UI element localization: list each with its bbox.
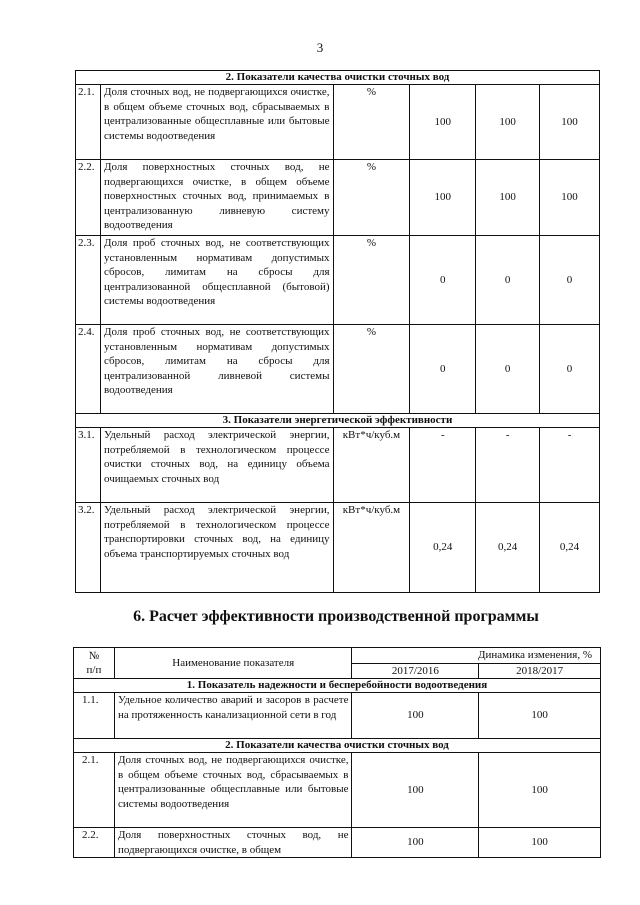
table-row [76,325,600,414]
row-number: 2.2. [76,160,101,236]
row-unit: кВт*ч/куб.м [333,503,410,593]
header-number: № п/п [74,648,115,679]
row-text: Удельное количество аварий и засоров в расчете на протяженность канализационной сети в год [114,693,352,739]
row-value: 0 [476,236,540,325]
header-year: 2018/2017 [479,663,601,679]
row-value: 100 [410,85,476,160]
row-value: 100 [476,160,540,236]
row-value: - [410,428,476,503]
indicators-table [75,70,600,593]
row-text: Доля проб сточных вод, не соответствующих установленным нормативам допустимых сбросов, лимитам на сбросы для централизованной ливневой системы водоотведения [100,325,333,414]
section-title: 2. Показатели качества очистки сточных вод [74,739,601,753]
table-row [76,428,600,503]
row-number: 2.2. [74,828,115,858]
row-value: 100 [352,693,479,739]
section-row [76,414,600,428]
section-title: 1. Показатель надежности и бесперебойности водоотведения [74,679,601,693]
row-text: Доля сточных вод, не подвергающихся очистке, в общем объеме сточных вод, сбрасываемых в централизованные общесплавные или бытовые системы водоотведения [100,85,333,160]
header-name: Наименование показателя [114,648,352,679]
table-row [76,160,600,236]
row-number: 2.1. [76,85,101,160]
table-row [76,503,600,593]
row-text: Доля проб сточных вод, не соответствующих установленным нормативам допустимых сбросов, лимитам на сбросы для централизованной общесплавной (бытовой) системы водоотведения [100,236,333,325]
row-value: 0 [540,325,600,414]
section-heading: 6. Расчет эффективности производственной программы [133,608,539,625]
row-unit: кВт*ч/куб.м [333,428,410,503]
row-value: 100 [540,85,600,160]
row-text: Доля сточных вод, не подвергающихся очистке, в общем объеме сточных вод, сбрасываемых в централизованные общесплавные или бытовые системы водоотведения [114,753,352,828]
row-value: 100 [479,828,601,858]
row-value: 100 [540,160,600,236]
table-row [76,85,600,160]
row-number: 2.1. [74,753,115,828]
section-title: 3. Показатели энергетической эффективности [76,414,600,428]
section-row [74,739,601,753]
header-dynamics: Динамика изменения, % [352,648,601,664]
row-value: 0 [410,325,476,414]
section-row [74,679,601,693]
table-row [74,753,601,828]
row-value: 100 [479,693,601,739]
row-value: - [476,428,540,503]
row-text: Доля поверхностных сточных вод, не подвергающихся очистке, в общем [114,828,352,858]
row-value: 0,24 [476,503,540,593]
row-number: 2.4. [76,325,101,414]
row-value: 100 [479,753,601,828]
row-value: 0,24 [540,503,600,593]
table-row [76,236,600,325]
efficiency-table [73,647,601,858]
row-number: 3.1. [76,428,101,503]
row-text: Удельный расход электрической энергии, потребляемой в технологическом процессе транспортировки сточных вод, на единицу объема транспортируемых сточных вод [100,503,333,593]
row-text: Удельный расход электрической энергии, потребляемой в технологическом процессе очистки сточных вод, на единицу объема очищаемых сточных вод [100,428,333,503]
row-number: 1.1. [74,693,115,739]
header-row [74,648,601,664]
row-unit: % [333,325,410,414]
row-value: 100 [410,160,476,236]
row-unit: % [333,236,410,325]
row-number: 3.2. [76,503,101,593]
row-unit: % [333,160,410,236]
row-text: Доля поверхностных сточных вод, не подвергающихся очистке, в общем объеме поверхностных сточных вод, принимаемых в централизованную ливневую систему водоотведения [100,160,333,236]
row-value: 100 [476,85,540,160]
row-value: 100 [352,828,479,858]
table-row [74,828,601,858]
row-value: 100 [352,753,479,828]
row-value: 0 [540,236,600,325]
page-number: 3 [316,40,324,55]
row-value: 0 [410,236,476,325]
table-row [74,693,601,739]
row-number: 2.3. [76,236,101,325]
row-value: - [540,428,600,503]
row-unit: % [333,85,410,160]
row-value: 0 [476,325,540,414]
section-row [76,71,600,85]
row-value: 0,24 [410,503,476,593]
section-title: 2. Показатели качества очистки сточных вод [76,71,600,85]
header-year: 2017/2016 [352,663,479,679]
